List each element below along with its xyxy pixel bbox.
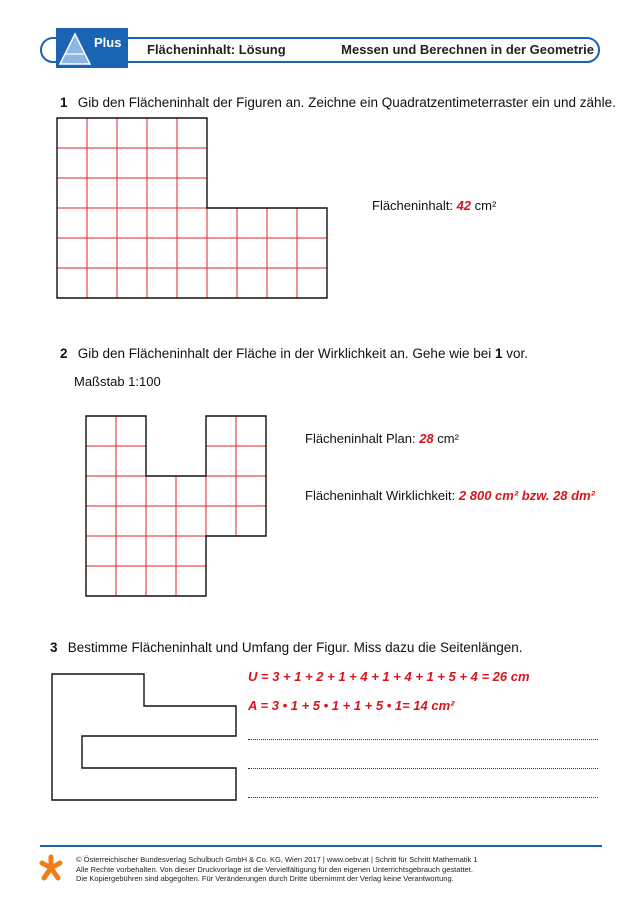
task2-text-before: Gib den Flächeninhalt der Fläche in der Wirklichkeit an. Gehe wie bei bbox=[77, 346, 492, 361]
task1-figure bbox=[55, 116, 329, 302]
footer-line-1: © Österreichischer Bundesverlag Schulbuch GmbH & Co. KG, Wien 2017 | www.oebv.at | Schritt für Schritt Mathematik 1 bbox=[76, 855, 478, 864]
task2-plan-unit: cm² bbox=[437, 431, 459, 446]
task2-real-value: 2 800 cm² bzw. 28 dm² bbox=[458, 488, 595, 503]
task1-number: 1 bbox=[60, 95, 68, 110]
task2-number: 2 bbox=[60, 346, 68, 361]
task2-text-after: vor. bbox=[506, 346, 529, 361]
task2-plan-value: 28 bbox=[419, 431, 434, 446]
task3-instruction bbox=[50, 640, 523, 655]
task3-text: Bestimme Flächeninhalt und Umfang der Figur. Miss dazu die Seitenlängen. bbox=[67, 640, 523, 655]
answer-line-3 bbox=[248, 797, 598, 798]
task3-figure bbox=[50, 672, 240, 804]
copyright-notice bbox=[76, 855, 478, 884]
task2-plan-label: Flächeninhalt Plan: bbox=[305, 431, 416, 446]
task1-instruction bbox=[60, 95, 616, 110]
task1-area-label: Flächeninhalt: bbox=[372, 198, 453, 213]
task3-perimeter: U = 3 + 1 + 2 + 1 + 4 + 1 + 4 + 1 + 5 + 4 = 26 cm bbox=[248, 669, 530, 684]
task2-real-label: Flächeninhalt Wirklichkeit: bbox=[305, 488, 456, 503]
footer-divider bbox=[40, 845, 602, 847]
footer-line-2: Alle Rechte vorbehalten. Von dieser Druckvorlage ist die Vervielfältigung für den eigenen Unterrichtsgebrauch gestattet. bbox=[76, 864, 473, 874]
task2-instruction bbox=[60, 346, 528, 361]
task2-text-bold: 1 bbox=[495, 346, 503, 361]
logo-label: Plus bbox=[94, 35, 122, 50]
task1-area-value: 42 bbox=[456, 198, 472, 213]
task1-area-unit: cm² bbox=[474, 198, 497, 213]
task1-text: Gib den Flächeninhalt der Figuren an. Zeichne ein Quadratzentimeterraster ein und zähle. bbox=[77, 95, 616, 110]
answer-line-2 bbox=[248, 768, 598, 769]
task2-real-answer bbox=[305, 488, 595, 503]
task3-area: A = 3 • 1 + 5 • 1 + 1 + 5 • 1= 14 cm² bbox=[248, 698, 455, 713]
task3-number: 3 bbox=[50, 640, 58, 655]
page-title: Flächeninhalt: Lösung bbox=[147, 42, 286, 57]
task1-area-answer bbox=[372, 198, 496, 213]
publisher-star-icon bbox=[38, 854, 64, 882]
page-topic: Messen und Berechnen in der Geometrie bbox=[341, 42, 594, 57]
task2-scale: Maßstab 1:100 bbox=[74, 374, 161, 389]
task2-plan-answer bbox=[305, 431, 459, 446]
answer-line-1 bbox=[248, 739, 598, 740]
footer-line-3: Die Kopiergebühren sind abgegolten. Für Veränderungen durch Dritte übernimmt der Verlag keine Verantwortung. bbox=[76, 874, 454, 883]
task2-figure bbox=[84, 414, 268, 598]
